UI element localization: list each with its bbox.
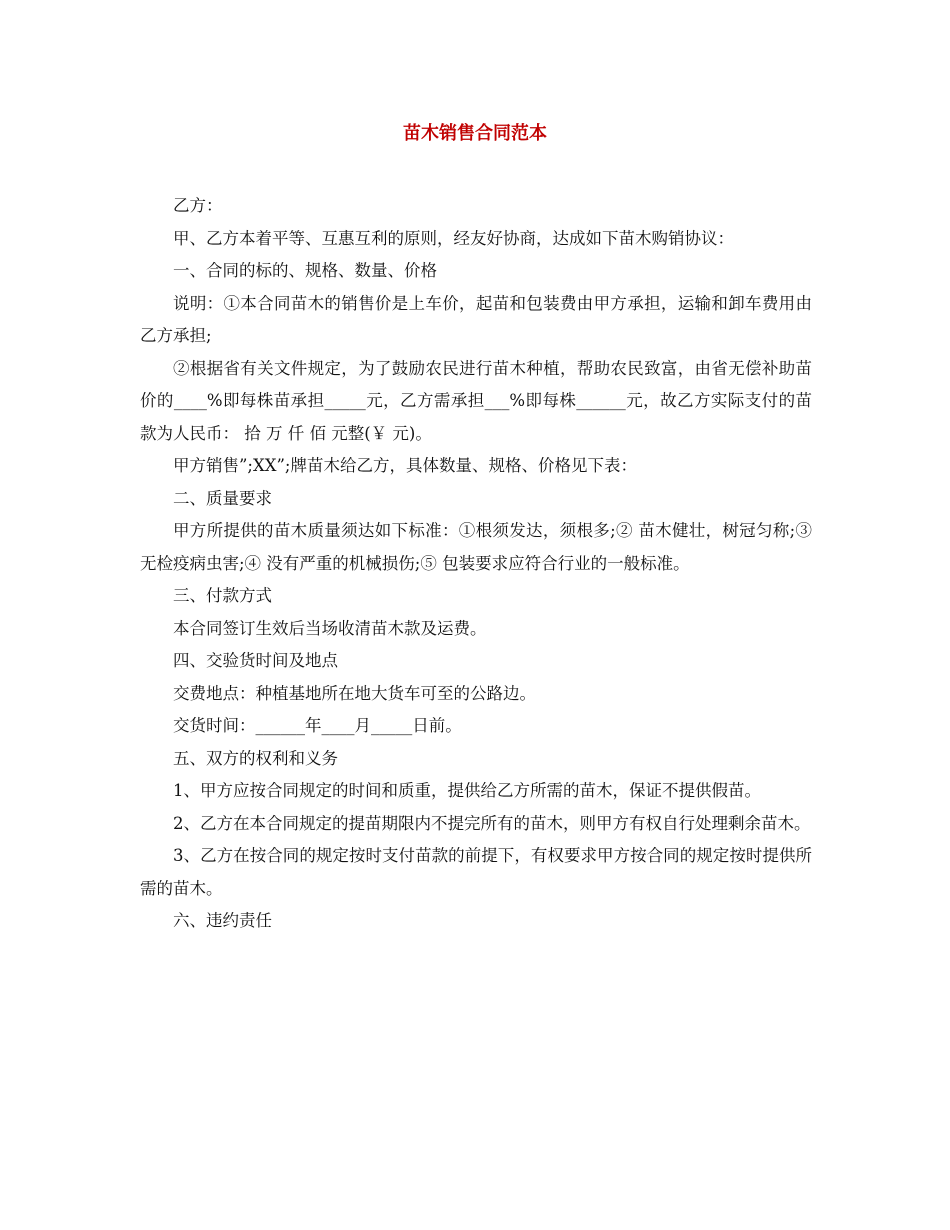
paragraph-note-2: ②根据省有关文件规定，为了鼓励农民进行苗木种植，帮助农民致富，由省无偿补助苗价的____%即每株苗承担_____元，乙方需承担___%即每株______元，故乙方实际支付的苗款为人民币： 拾 万 仟 佰 元整(￥ 元)。 <box>140 358 812 443</box>
document-body <box>140 190 812 938</box>
section-heading-5: 五、双方的权利和义务 <box>173 748 338 768</box>
paragraph-brand: 甲方销售”;XX”;牌苗木给乙方，具体数量、规格、价格见下表： <box>173 456 637 475</box>
paragraph-note-1: 说明：①本合同苗木的销售价是上车价，起苗和包装费由甲方承担，运输和卸车费用由乙方承担; <box>140 293 812 345</box>
paragraph-delivery-place: 交费地点：种植基地所在地大货车可至的公路边。 <box>173 683 536 703</box>
paragraph-quality: 甲方所提供的苗木质量须达如下标准：①根须发达，须根多;② 苗木健壮，树冠匀称;③ 无检疫病虫害;④ 没有严重的机械损伤;⑤ 包装要求应符合行业的一般标准。 <box>140 521 812 573</box>
paragraph-preamble: 甲、乙方本着平等、互惠互利的原则，经友好协商，达成如下苗木购销协议： <box>173 228 734 248</box>
section-heading-4: 四、交验货时间及地点 <box>173 651 338 670</box>
paragraph-delivery-time: 交货时间：______年____月_____日前。 <box>173 716 462 735</box>
section-heading-1: 一、合同的标的、规格、数量、价格 <box>173 261 437 280</box>
paragraph-right-2: 2、乙方在本合同规定的提苗期限内不提完所有的苗木，则甲方有权自行处理剩余苗木。 <box>173 813 811 833</box>
section-heading-3: 三、付款方式 <box>173 586 272 605</box>
section-heading-6: 六、违约责任 <box>173 911 272 930</box>
paragraph-right-3: 3、乙方在按合同的规定按时支付苗款的前提下，有权要求甲方按合同的规定按时提供所需的苗木。 <box>140 846 812 898</box>
document-title: 苗木销售合同范本 <box>403 123 547 144</box>
paragraph-party-b: 乙方： <box>173 196 223 215</box>
paragraph-payment: 本合同签订生效后当场收清苗木款及运费。 <box>173 618 487 638</box>
paragraph-right-1: 1、甲方应按合同规定的时间和质重，提供给乙方所需的苗木，保证不提供假苗。 <box>173 781 761 800</box>
section-heading-2: 二、质量要求 <box>173 488 272 508</box>
